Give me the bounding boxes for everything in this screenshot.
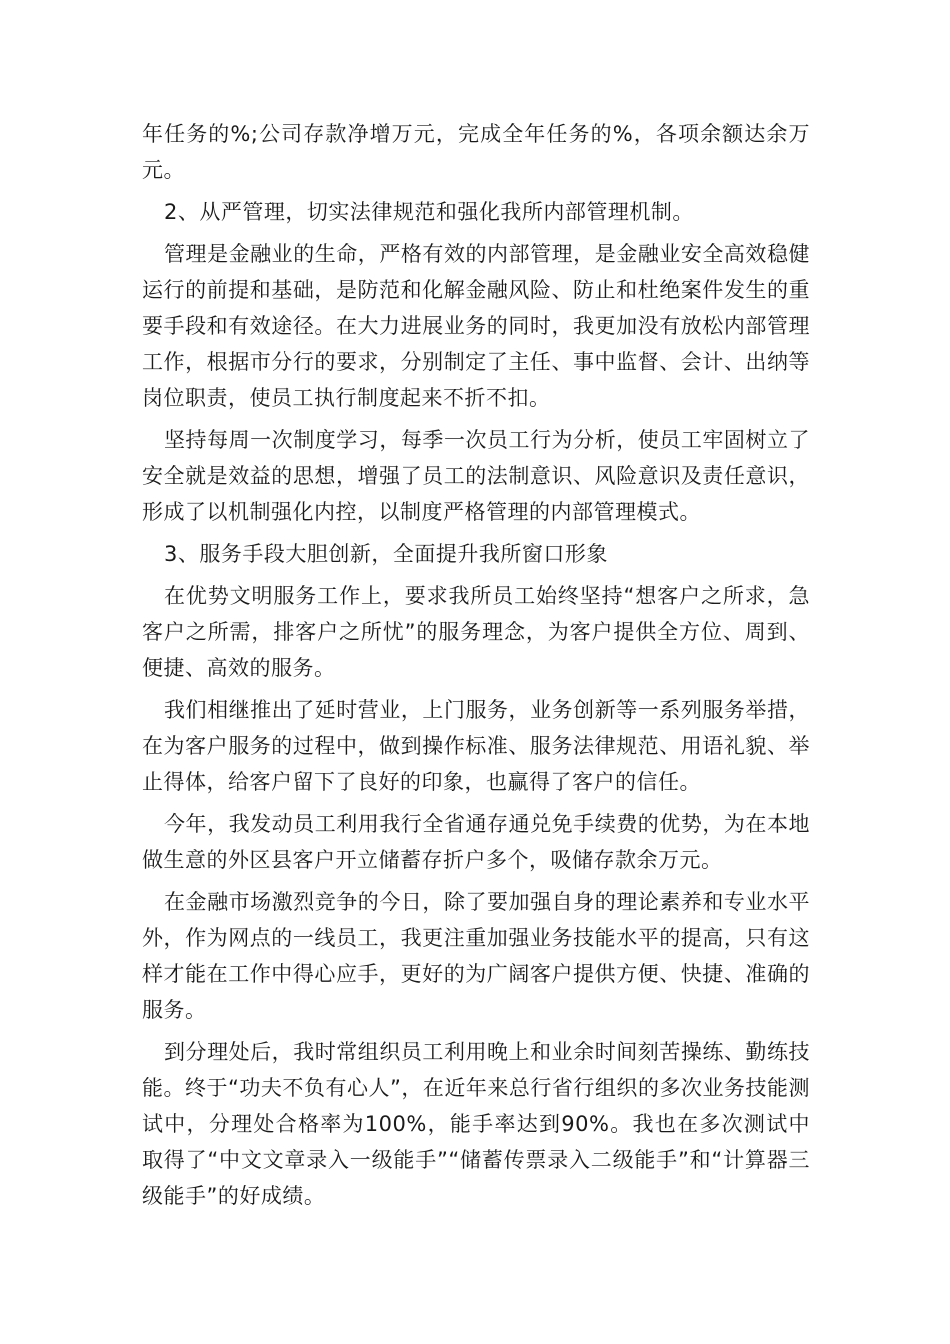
paragraph: 今年，我发动员工利用我行全省通存通兑免手续费的优势，为在本地做生意的外区县客户开立储蓄存折户多个，吸储存款余万元。 xyxy=(142,812,810,872)
paragraph: 我们相继推出了延时营业，上门服务，业务创新等一系列服务举措，在为客户服务的过程中，做到操作标准、服务法律规范、用语礼貌、举止得体，给客户留下了良好的印象，也赢得了客户的信任。 xyxy=(142,698,810,794)
section-heading-2: 2、从严管理，切实法律规范和强化我所内部管理机制。 xyxy=(164,200,694,224)
paragraph: 坚持每周一次制度学习，每季一次员工行为分析，使员工牢固树立了安全就是效益的思想，增强了员工的法制意识、风险意识及责任意识，形成了以机制强化内控，以制度严格管理的内部管理模式。 xyxy=(142,428,810,524)
paragraph-continued: 年任务的%;公司存款净增万元，完成全年任务的%，各项余额达余万元。 xyxy=(142,122,810,182)
paragraph: 管理是金融业的生命，严格有效的内部管理，是金融业安全高效稳健运行的前提和基础，是防范和化解金融风险、防止和杜绝案件发生的重要手段和有效途径。在大力进展业务的同时，我更加没有放松内部管理工作，根据市分行的要求，分别制定了主任、事中监督、会计、出纳等岗位职责，使员工执行制度起来不折不扣。 xyxy=(142,242,810,410)
section-heading-3: 3、服务手段大胆创新，全面提升我所窗口形象 xyxy=(164,542,608,566)
document-body xyxy=(142,116,810,1220)
paragraph: 到分理处后，我时常组织员工利用晚上和业余时间刻苦操练、勤练技能。终于“功夫不负有心人”，在近年来总行省行组织的多次业务技能测试中，分理处合格率为100%，能手率达到90%。我也在多次测试中取得了“中文文章录入一级能手”“储蓄传票录入二级能手”和“计算器三级能手”的好成绩。 xyxy=(142,1040,810,1208)
paragraph: 在优势文明服务工作上，要求我所员工始终坚持“想客户之所求，急客户之所需，排客户之所忧”的服务理念，为客户提供全方位、周到、便捷、高效的服务。 xyxy=(142,584,810,680)
paragraph: 在金融市场激烈竞争的今日，除了要加强自身的理论素养和专业水平外，作为网点的一线员工，我更注重加强业务技能水平的提高，只有这样才能在工作中得心应手，更好的为广阔客户提供方便、快捷、准确的服务。 xyxy=(142,890,810,1022)
